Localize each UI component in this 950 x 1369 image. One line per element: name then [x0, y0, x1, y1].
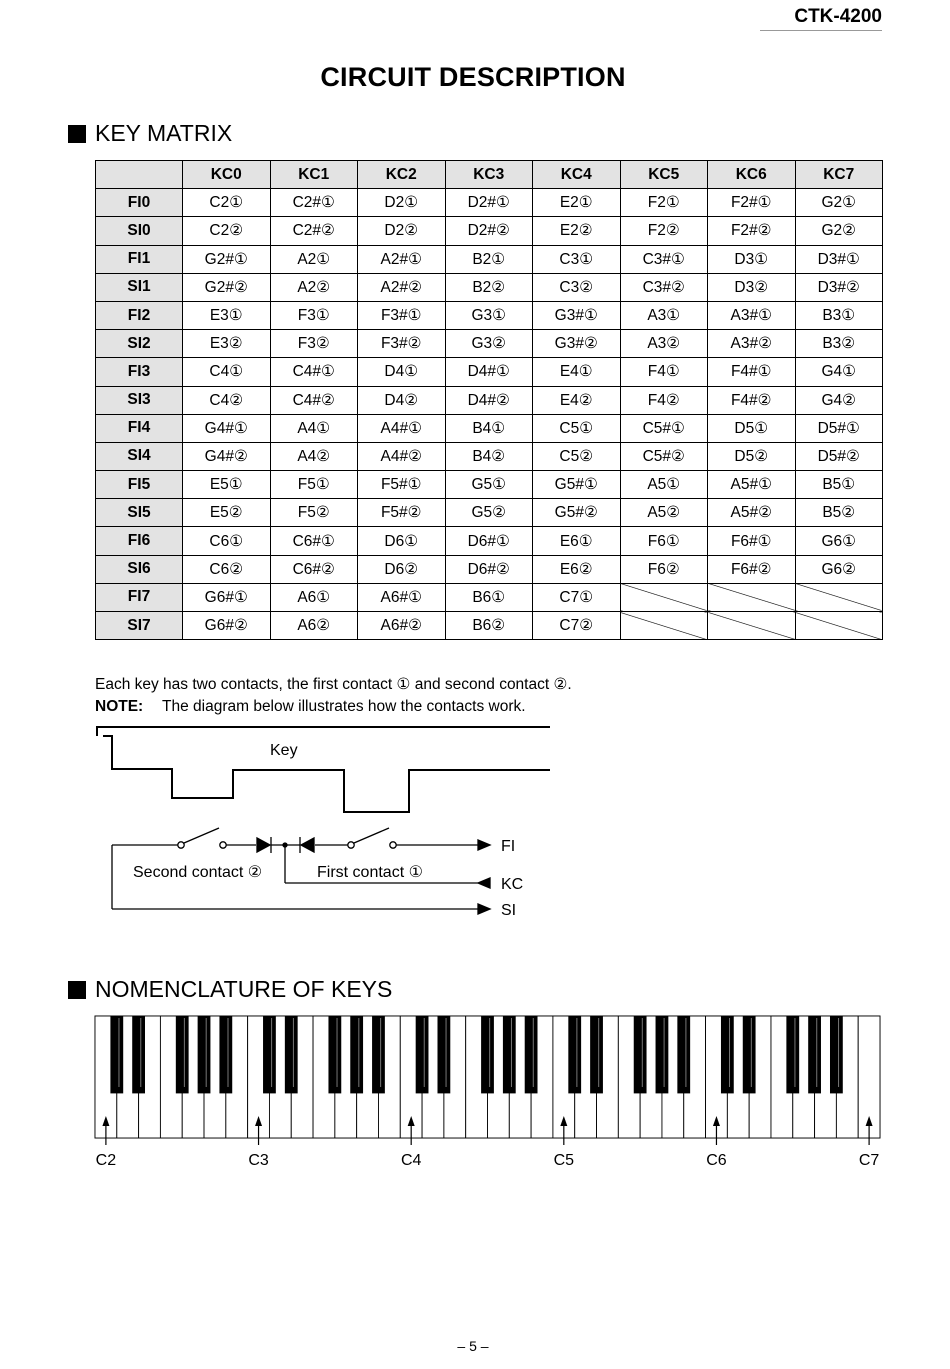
row-header: FI5: [96, 471, 183, 499]
matrix-cell: A2①: [270, 245, 358, 273]
matrix-cell: A5②: [620, 499, 708, 527]
matrix-cell: C6#①: [270, 527, 358, 555]
matrix-cell: A3②: [620, 330, 708, 358]
matrix-cell: F4①: [620, 358, 708, 386]
matrix-cell: E2①: [533, 189, 621, 217]
black-key: [503, 1016, 515, 1093]
black-key: [133, 1016, 145, 1093]
model-number: CTK-4200: [760, 6, 882, 31]
black-key: [830, 1016, 842, 1093]
matrix-cell: G4①: [795, 358, 883, 386]
row-header: SI2: [96, 330, 183, 358]
first-contact-label: First contact ①: [317, 864, 423, 881]
matrix-cell: F2②: [620, 217, 708, 245]
matrix-cell: G6②: [795, 555, 883, 583]
matrix-cell: D3#①: [795, 245, 883, 273]
black-key: [285, 1016, 297, 1093]
matrix-cell: G4②: [795, 386, 883, 414]
matrix-cell: A6#②: [358, 612, 446, 640]
column-header: KC1: [270, 161, 358, 189]
matrix-cell: C5①: [533, 414, 621, 442]
matrix-cell: F3#②: [358, 330, 446, 358]
matrix-cell: G3#①: [533, 301, 621, 329]
matrix-cell: C4#②: [270, 386, 358, 414]
column-header: KC0: [183, 161, 271, 189]
matrix-cell: A6②: [270, 612, 358, 640]
row-header: FI7: [96, 583, 183, 611]
matrix-cell: C6②: [183, 555, 271, 583]
matrix-cell: F3①: [270, 301, 358, 329]
matrix-cell: F4②: [620, 386, 708, 414]
matrix-cell: F6②: [620, 555, 708, 583]
matrix-cell: F5①: [270, 471, 358, 499]
matrix-cell: F6①: [620, 527, 708, 555]
matrix-cell: G4#①: [183, 414, 271, 442]
fi-label: FI: [501, 838, 516, 855]
black-key: [721, 1016, 733, 1093]
matrix-cell: G3①: [445, 301, 533, 329]
matrix-cell: F3#①: [358, 301, 446, 329]
matrix-cell: G3#②: [533, 330, 621, 358]
matrix-cell: B2①: [445, 245, 533, 273]
matrix-cell: B4②: [445, 442, 533, 470]
matrix-cell: A5①: [620, 471, 708, 499]
matrix-cell: G4#②: [183, 442, 271, 470]
matrix-cell: E3①: [183, 301, 271, 329]
matrix-cell: D2#②: [445, 217, 533, 245]
matrix-cell: F5#①: [358, 471, 446, 499]
matrix-cell: D6②: [358, 555, 446, 583]
page-number: – 5 –: [457, 1338, 489, 1354]
black-key: [482, 1016, 494, 1093]
matrix-cell: C6#②: [270, 555, 358, 583]
row-header: SI6: [96, 555, 183, 583]
matrix-cell: E4②: [533, 386, 621, 414]
matrix-cell: F2#①: [708, 189, 796, 217]
matrix-cell: D6#②: [445, 555, 533, 583]
row-header: FI2: [96, 301, 183, 329]
matrix-cell: D6#①: [445, 527, 533, 555]
matrix-cell: G5②: [445, 499, 533, 527]
nomenclature-heading: [68, 976, 392, 1003]
matrix-cell: B3②: [795, 330, 883, 358]
matrix-cell: C3#①: [620, 245, 708, 273]
matrix-cell: G2①: [795, 189, 883, 217]
matrix-cell: G5①: [445, 471, 533, 499]
matrix-cell: C4②: [183, 386, 271, 414]
black-key: [263, 1016, 275, 1093]
matrix-cell: A3#②: [708, 330, 796, 358]
black-key: [656, 1016, 668, 1093]
keyboard-diagram: [95, 1016, 880, 1138]
bullet-square-icon: [68, 981, 86, 999]
black-key: [416, 1016, 428, 1093]
matrix-cell: E4①: [533, 358, 621, 386]
row-header: SI1: [96, 273, 183, 301]
black-key: [111, 1016, 123, 1093]
note-text: The diagram below illustrates how the contacts work.: [162, 698, 526, 715]
matrix-cell: F3②: [270, 330, 358, 358]
matrix-cell: A4#②: [358, 442, 446, 470]
column-header: KC5: [620, 161, 708, 189]
matrix-cell: G5#②: [533, 499, 621, 527]
matrix-cell: D5②: [708, 442, 796, 470]
matrix-cell: A5#①: [708, 471, 796, 499]
matrix-cell: C5#②: [620, 442, 708, 470]
matrix-cell: A6#①: [358, 583, 446, 611]
matrix-cell: B3①: [795, 301, 883, 329]
matrix-cell: D3①: [708, 245, 796, 273]
matrix-cell: F2#②: [708, 217, 796, 245]
matrix-cell: C2#①: [270, 189, 358, 217]
black-key: [329, 1016, 341, 1093]
row-header: FI6: [96, 527, 183, 555]
matrix-cell: D2#①: [445, 189, 533, 217]
nomenclature-heading-text: NOMENCLATURE OF KEYS: [95, 976, 393, 1002]
matrix-cell: F4#①: [708, 358, 796, 386]
page-title: CIRCUIT DESCRIPTION: [320, 62, 626, 92]
matrix-cell: F5②: [270, 499, 358, 527]
si-label: SI: [501, 902, 517, 919]
matrix-cell: G5#①: [533, 471, 621, 499]
matrix-cell: C2#②: [270, 217, 358, 245]
matrix-cell: G2#①: [183, 245, 271, 273]
key-label: C4: [400, 1152, 422, 1169]
matrix-cell: D5#①: [795, 414, 883, 442]
matrix-cell: A4#①: [358, 414, 446, 442]
key-label: C6: [706, 1152, 727, 1169]
matrix-cell: A6①: [270, 583, 358, 611]
matrix-cell: G2②: [795, 217, 883, 245]
matrix-cell: A2#②: [358, 273, 446, 301]
matrix-cell: B5②: [795, 499, 883, 527]
row-header: FI3: [96, 358, 183, 386]
black-key: [176, 1016, 188, 1093]
key-label: C5: [553, 1152, 575, 1169]
matrix-cell: G3②: [445, 330, 533, 358]
matrix-cell: F6#①: [708, 527, 796, 555]
matrix-cell: C2②: [183, 217, 271, 245]
matrix-cell: E2②: [533, 217, 621, 245]
matrix-cell: C5#①: [620, 414, 708, 442]
column-header: KC2: [358, 161, 446, 189]
matrix-cell: D4②: [358, 386, 446, 414]
matrix-cell: C3#②: [620, 273, 708, 301]
matrix-cell: G6#①: [183, 583, 271, 611]
matrix-cell: C7①: [533, 583, 621, 611]
second-contact-label: Second contact ②: [133, 864, 263, 881]
column-header: KC6: [708, 161, 796, 189]
black-key: [787, 1016, 799, 1093]
matrix-cell: D4①: [358, 358, 446, 386]
row-header: FI1: [96, 245, 183, 273]
matrix-cell: B6①: [445, 583, 533, 611]
matrix-cell: A2#①: [358, 245, 446, 273]
black-key: [372, 1016, 384, 1093]
key-matrix-heading-text: KEY MATRIX: [95, 120, 233, 146]
matrix-cell: D5①: [708, 414, 796, 442]
matrix-cell: F6#②: [708, 555, 796, 583]
matrix-cell: C2①: [183, 189, 271, 217]
row-header: SI0: [96, 217, 183, 245]
key-label: C2: [95, 1152, 117, 1169]
matrix-cell: E5②: [183, 499, 271, 527]
black-key: [569, 1016, 581, 1093]
matrix-cell: B5①: [795, 471, 883, 499]
matrix-cell: C3②: [533, 273, 621, 301]
matrix-cell: B6②: [445, 612, 533, 640]
key-label: C3: [248, 1152, 269, 1169]
key-label: Key: [270, 742, 298, 759]
matrix-cell: E6②: [533, 555, 621, 583]
black-key: [220, 1016, 232, 1093]
row-header: SI7: [96, 612, 183, 640]
row-header: FI0: [96, 189, 183, 217]
key-label: C7: [858, 1152, 880, 1169]
key-waveform: [97, 727, 550, 812]
matrix-cell: A5#②: [708, 499, 796, 527]
column-header: KC3: [445, 161, 533, 189]
black-key: [198, 1016, 210, 1093]
black-key: [743, 1016, 755, 1093]
matrix-cell: G2#②: [183, 273, 271, 301]
matrix-cell: A2②: [270, 273, 358, 301]
black-key: [351, 1016, 363, 1093]
matrix-cell: G6#②: [183, 612, 271, 640]
matrix-cell: C3①: [533, 245, 621, 273]
matrix-cell: C7②: [533, 612, 621, 640]
matrix-cell: D4#②: [445, 386, 533, 414]
matrix-cell: F5#②: [358, 499, 446, 527]
matrix-cell: F2①: [620, 189, 708, 217]
black-key: [809, 1016, 821, 1093]
kc-label: KC: [501, 876, 524, 893]
row-header: SI5: [96, 499, 183, 527]
black-key: [438, 1016, 450, 1093]
matrix-cell: A3①: [620, 301, 708, 329]
column-header: KC7: [795, 161, 883, 189]
matrix-cell: B4①: [445, 414, 533, 442]
matrix-cell: C5②: [533, 442, 621, 470]
matrix-cell: D3②: [708, 273, 796, 301]
black-key: [678, 1016, 690, 1093]
matrix-cell: A4②: [270, 442, 358, 470]
matrix-cell: E3②: [183, 330, 271, 358]
matrix-cell: A4①: [270, 414, 358, 442]
matrix-cell: E5①: [183, 471, 271, 499]
black-key: [634, 1016, 646, 1093]
matrix-cell: B2②: [445, 273, 533, 301]
matrix-cell: A3#①: [708, 301, 796, 329]
matrix-cell: D2②: [358, 217, 446, 245]
row-header: FI4: [96, 414, 183, 442]
matrix-cell: D6①: [358, 527, 446, 555]
row-header: SI3: [96, 386, 183, 414]
matrix-cell: C6①: [183, 527, 271, 555]
matrix-cell: D4#①: [445, 358, 533, 386]
row-header: SI4: [96, 442, 183, 470]
matrix-cell: F4#②: [708, 386, 796, 414]
matrix-cell: E6①: [533, 527, 621, 555]
matrix-cell: D3#②: [795, 273, 883, 301]
black-key: [591, 1016, 603, 1093]
contacts-description: Each key has two contacts, the first contact ① and second contact ②.: [95, 676, 572, 693]
matrix-cell: D2①: [358, 189, 446, 217]
column-header: KC4: [533, 161, 621, 189]
matrix-cell: G6①: [795, 527, 883, 555]
matrix-cell: C4①: [183, 358, 271, 386]
black-key: [525, 1016, 537, 1093]
matrix-cell: C4#①: [270, 358, 358, 386]
note-label: NOTE:: [95, 698, 144, 715]
matrix-cell: D5#②: [795, 442, 883, 470]
